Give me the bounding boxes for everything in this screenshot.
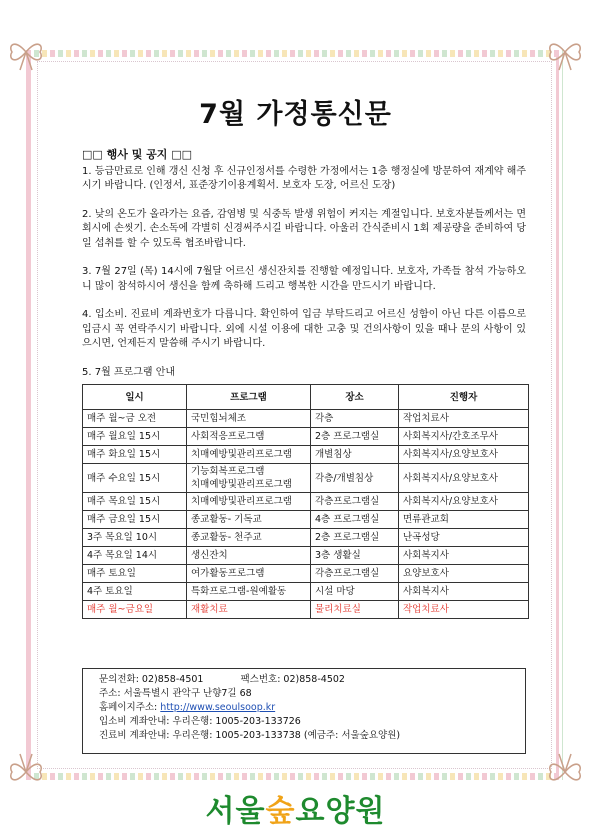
table-cell: 생신잔치: [187, 547, 311, 565]
table-cell: 시설 마당: [311, 583, 399, 601]
table-cell: 매주 월~금요일: [83, 601, 187, 619]
table-cell: 매주 금요일 15시: [83, 511, 187, 529]
table-cell: 매주 목요일 15시: [83, 493, 187, 511]
program-table-body: [83, 410, 529, 619]
table-cell: 매주 월요일 15시: [83, 428, 187, 446]
table-cell: 4주 토요일: [83, 583, 187, 601]
table-cell: 기능회복프로그램 치매예방및관리프로그램: [187, 464, 311, 493]
table-cell: 4층 프로그램실: [311, 511, 399, 529]
ribbon-bow-icon: [545, 32, 585, 72]
admission-account: 입소비 계좌안내: 우리은행: 1005-203-133726: [99, 716, 301, 727]
logo-text: 서울: [205, 794, 266, 829]
table-cell: 종교활동- 기독교: [187, 511, 311, 529]
column-header: 일시: [83, 385, 187, 410]
table-cell: 3층 생활실: [311, 547, 399, 565]
table-row: [83, 410, 529, 428]
table-cell: 사회복지사: [399, 583, 529, 601]
page-title: 7월 가정통신문: [199, 99, 392, 130]
medical-account: 진료비 계좌안내: 우리은행: 1005-203-133738 (예금주: 서울숲요양원): [99, 730, 401, 741]
table-row: [83, 428, 529, 446]
homepage-link[interactable]: http://www.seoulsoop.kr: [160, 702, 276, 713]
table-cell: 작업치료사: [399, 601, 529, 619]
table-row: [83, 446, 529, 464]
table-cell: 매주 수요일 15시: [83, 464, 187, 493]
notice-content: [82, 148, 526, 619]
phone-number: 문의전화: 02)858-4501: [99, 674, 204, 685]
table-cell: 특화프로그램-원예활동: [187, 583, 311, 601]
fax-number: 팩스번호: 02)858-4502: [240, 674, 345, 685]
table-cell: 2층 프로그램실: [311, 529, 399, 547]
table-row: [83, 529, 529, 547]
table-row: [83, 601, 529, 619]
table-cell: 물리치료실: [311, 601, 399, 619]
table-cell: 작업치료사: [399, 410, 529, 428]
table-cell: 사회적응프로그램: [187, 428, 311, 446]
column-header: 프로그램: [187, 385, 311, 410]
table-cell: 난곡성당: [399, 529, 529, 547]
contact-line: [99, 673, 509, 687]
table-cell: 3주 목요일 10시: [83, 529, 187, 547]
notice-item: 4. 입소비. 진료비 계좌번호가 다릅니다. 확인하여 입금 부탁드리고 어르신 성함이 아닌 다른 이름으로 입금시 꼭 연락주시기 바랍니다. 외에 시설 이용에 대한 고충 및 건의사항이 있을 때나 문의 사항이 있으시면, 언제든지 말씀해 주시기 바랍니다.: [82, 309, 526, 349]
table-row: [83, 547, 529, 565]
column-header: 진행자: [399, 385, 529, 410]
table-row: [83, 583, 529, 601]
table-cell: 국민힘뇌체조: [187, 410, 311, 428]
table-cell: 치매예방및관리프로그램: [187, 446, 311, 464]
table-cell: 여가활동프로그램: [187, 565, 311, 583]
logo-text: 요양원: [295, 794, 386, 829]
program-table: [82, 384, 529, 619]
facility-logo: [0, 786, 591, 830]
table-cell: 각층/개별침상: [311, 464, 399, 493]
table-cell: 재활치료: [187, 601, 311, 619]
table-cell: 사회복지사/간호조무사: [399, 428, 529, 446]
table-header-row: [83, 385, 529, 410]
table-cell: 각층: [311, 410, 399, 428]
table-row: [83, 511, 529, 529]
table-cell: 각층프로그램실: [311, 493, 399, 511]
table-cell: 사회복지사/요양보호사: [399, 464, 529, 493]
contact-box: [82, 668, 526, 754]
table-cell: 치매예방및관리프로그램: [187, 493, 311, 511]
forest-logo-mark: 숲: [265, 794, 296, 829]
section-heading: □□ 행사 및 공지 □□: [82, 148, 193, 161]
notice-item: 1. 등급만료로 인해 갱신 신청 후 신규인정서를 수령한 가정에서는 1층 행정실에 방문하여 재계약 해주시기 바랍니다. (인정서, 표준장기이용계획서. 보호자 도장, 어르신 도장): [82, 165, 526, 191]
notice-item: 3. 7월 27일 (목) 14시에 7월달 어르신 생신잔치를 진행할 예정입니다. 보호자, 가족들 참석 가능하오니 많이 참석하시어 생신을 함께 축하해 드리고 행복한 시간을 만드시기 바랍니다.: [82, 266, 526, 292]
table-cell: 종교활동- 천주교: [187, 529, 311, 547]
table-cell: 사회복지사/요양보호사: [399, 493, 529, 511]
address: 주소: 서울특별시 관악구 난향7길 68: [99, 688, 252, 699]
column-header: 장소: [311, 385, 399, 410]
table-cell: 각층프로그램실: [311, 565, 399, 583]
ribbon-bow-icon: [6, 32, 46, 72]
table-cell: 면류관교회: [399, 511, 529, 529]
table-cell: 4주 목요일 14시: [83, 547, 187, 565]
table-row: [83, 464, 529, 493]
table-cell: 사회복지사/요양보호사: [399, 446, 529, 464]
table-row: [83, 565, 529, 583]
program-title: 5. 7월 프로그램 안내: [82, 366, 176, 378]
notice-item: 2. 낮의 온도가 올라가는 요즘, 감염병 및 식중독 발생 위험이 커지는 계절입니다. 보호자분들께서는 면회시에 손씻기. 손소독에 각별히 신경써주시길 바랍니다. 아울러 간식준비시 1회 제공량을 준비하여 당일 섭취를 할 수 있도록 협조바랍니다.: [82, 208, 526, 249]
homepage-line: [99, 701, 509, 715]
table-row: [83, 493, 529, 511]
table-cell: 매주 월~금 오전: [83, 410, 187, 428]
table-cell: 매주 토요일: [83, 565, 187, 583]
homepage-label: 홈페이지주소:: [99, 702, 158, 713]
table-cell: 사회복지사: [399, 547, 529, 565]
table-cell: 개별침상: [311, 446, 399, 464]
table-cell: 매주 화요일 15시: [83, 446, 187, 464]
table-cell: 요양보호사: [399, 565, 529, 583]
table-cell: 2층 프로그램실: [311, 428, 399, 446]
